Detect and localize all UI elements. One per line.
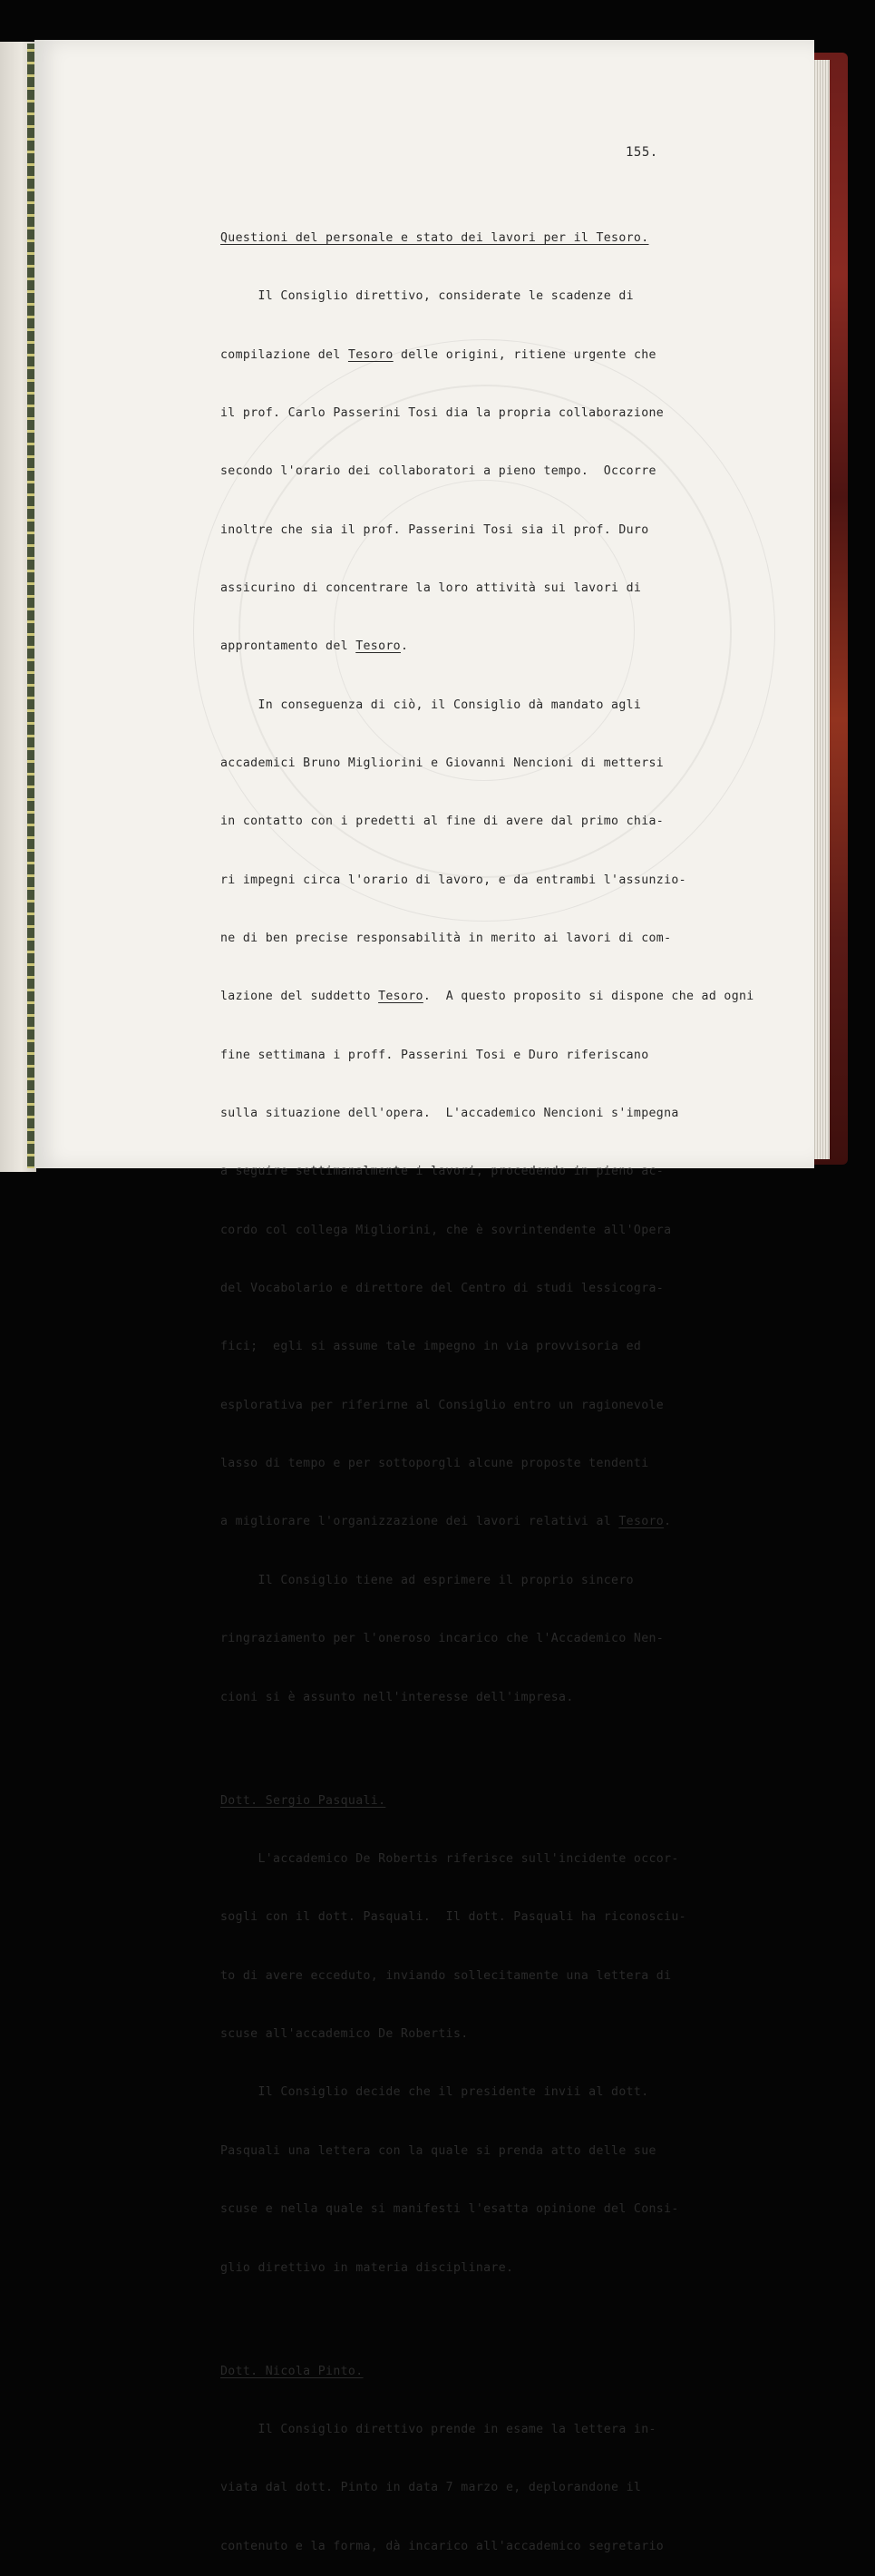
text-line: fine settimana i proff. Passerini Tosi e Duro riferiscano xyxy=(220,1048,649,1062)
underlined-word: Tesoro xyxy=(618,1515,665,1529)
text-line: assicurino di concentrare la loro attività sui lavori di xyxy=(220,581,642,595)
text-line: Pasquali una lettera con la quale si prenda atto delle sue xyxy=(220,2143,656,2158)
text-line: cioni si è assunto nell'interesse dell'impresa. xyxy=(220,1690,574,1704)
text-line: lasso di tempo e per sottoporgli alcune proposte tendenti xyxy=(220,1457,649,1471)
text-line: inoltre che sia il prof. Passerini Tosi sia il prof. Duro xyxy=(220,522,649,537)
section-heading-pinto: Dott. Nicola Pinto. xyxy=(220,2364,364,2378)
text-line: glio direttivo in materia disciplinare. xyxy=(220,2260,514,2275)
text-line: Il Consiglio decide che il presidente invii al dott. xyxy=(220,2085,649,2100)
underlined-word: Tesoro xyxy=(378,990,423,1004)
text-line: il prof. Carlo Passerini Tosi dia la propria collaborazione xyxy=(220,405,665,420)
text-line: Il Consiglio direttivo prende in esame la lettera in- xyxy=(220,2423,656,2437)
underlined-word: Tesoro xyxy=(347,347,394,362)
text-line: scuse all'accademico De Robertis. xyxy=(220,2027,469,2042)
text-line: a seguire settimanalmente i lavori, procedendo in pieno ac- xyxy=(220,1165,665,1179)
text-line: contenuto e la forma, dà incarico all'accademico segretario xyxy=(220,2539,665,2553)
page-number: 155. xyxy=(626,145,658,160)
text-line: compilazione del Tesoro delle origini, ritiene urgente che xyxy=(220,347,656,362)
text-line: ringraziamento per l'oneroso incarico che l'Accademico Nen- xyxy=(220,1632,665,1646)
text-line: approntamento del Tesoro. xyxy=(220,639,409,654)
text-line: Il Consiglio direttivo, considerate le scadenze di xyxy=(220,289,634,304)
text-line: ri impegni circa l'orario di lavoro, e da entrambi l'assunzio- xyxy=(220,873,686,887)
text-line: del Vocabolario e direttore del Centro di studi lessicogra- xyxy=(220,1282,665,1296)
text-line: L'accademico De Robertis riferisce sull'incidente occor- xyxy=(220,1852,679,1867)
text-line: fici; egli si assume tale impegno in via provvisoria ed xyxy=(220,1340,642,1354)
section-heading-pasquali: Dott. Sergio Pasquali. xyxy=(220,1793,386,1808)
section-heading-tesoro: Questioni del personale e stato dei lavori per il Tesoro. xyxy=(220,230,649,245)
text-line: scuse e nella quale si manifesti l'esatta opinione del Consi- xyxy=(220,2202,679,2217)
underlined-word: Tesoro xyxy=(355,639,401,654)
text-line: ne di ben precise responsabilità in merito ai lavori di com- xyxy=(220,932,672,946)
text-line: Il Consiglio tiene ad esprimere il proprio sincero xyxy=(220,1573,634,1587)
text-line: accademici Bruno Migliorini e Giovanni Nencioni di mettersi xyxy=(220,756,665,770)
document-body xyxy=(220,190,810,2576)
text-line: secondo l'orario dei collaboratori a pieno tempo. Occorre xyxy=(220,464,656,479)
text-line: sogli con il dott. Pasquali. Il dott. Pasquali ha riconosciu- xyxy=(220,1910,686,1925)
text-line: esplorativa per riferirne al Consiglio entro un ragionevole xyxy=(220,1398,665,1412)
text-line: a migliorare l'organizzazione dei lavori relativi al Tesoro. xyxy=(220,1515,672,1529)
text-line: In conseguenza di ciò, il Consiglio dà mandato agli xyxy=(220,698,642,712)
text-line: in contatto con i predetti al fine di avere dal primo chia- xyxy=(220,815,665,829)
text-line: viata dal dott. Pinto in data 7 marzo e, deplorandone il xyxy=(220,2481,642,2495)
text-line: to di avere ecceduto, inviando sollecitamente una lettera di xyxy=(220,1968,672,1983)
text-line: lazione del suddetto Tesoro. A questo proposito si dispone che ad ogni xyxy=(220,990,754,1004)
text-line: cordo col collega Migliorini, che è sovrintendente all'Opera xyxy=(220,1223,672,1237)
text-line: sulla situazione dell'opera. L'accademico Nencioni s'impegna xyxy=(220,1107,679,1121)
